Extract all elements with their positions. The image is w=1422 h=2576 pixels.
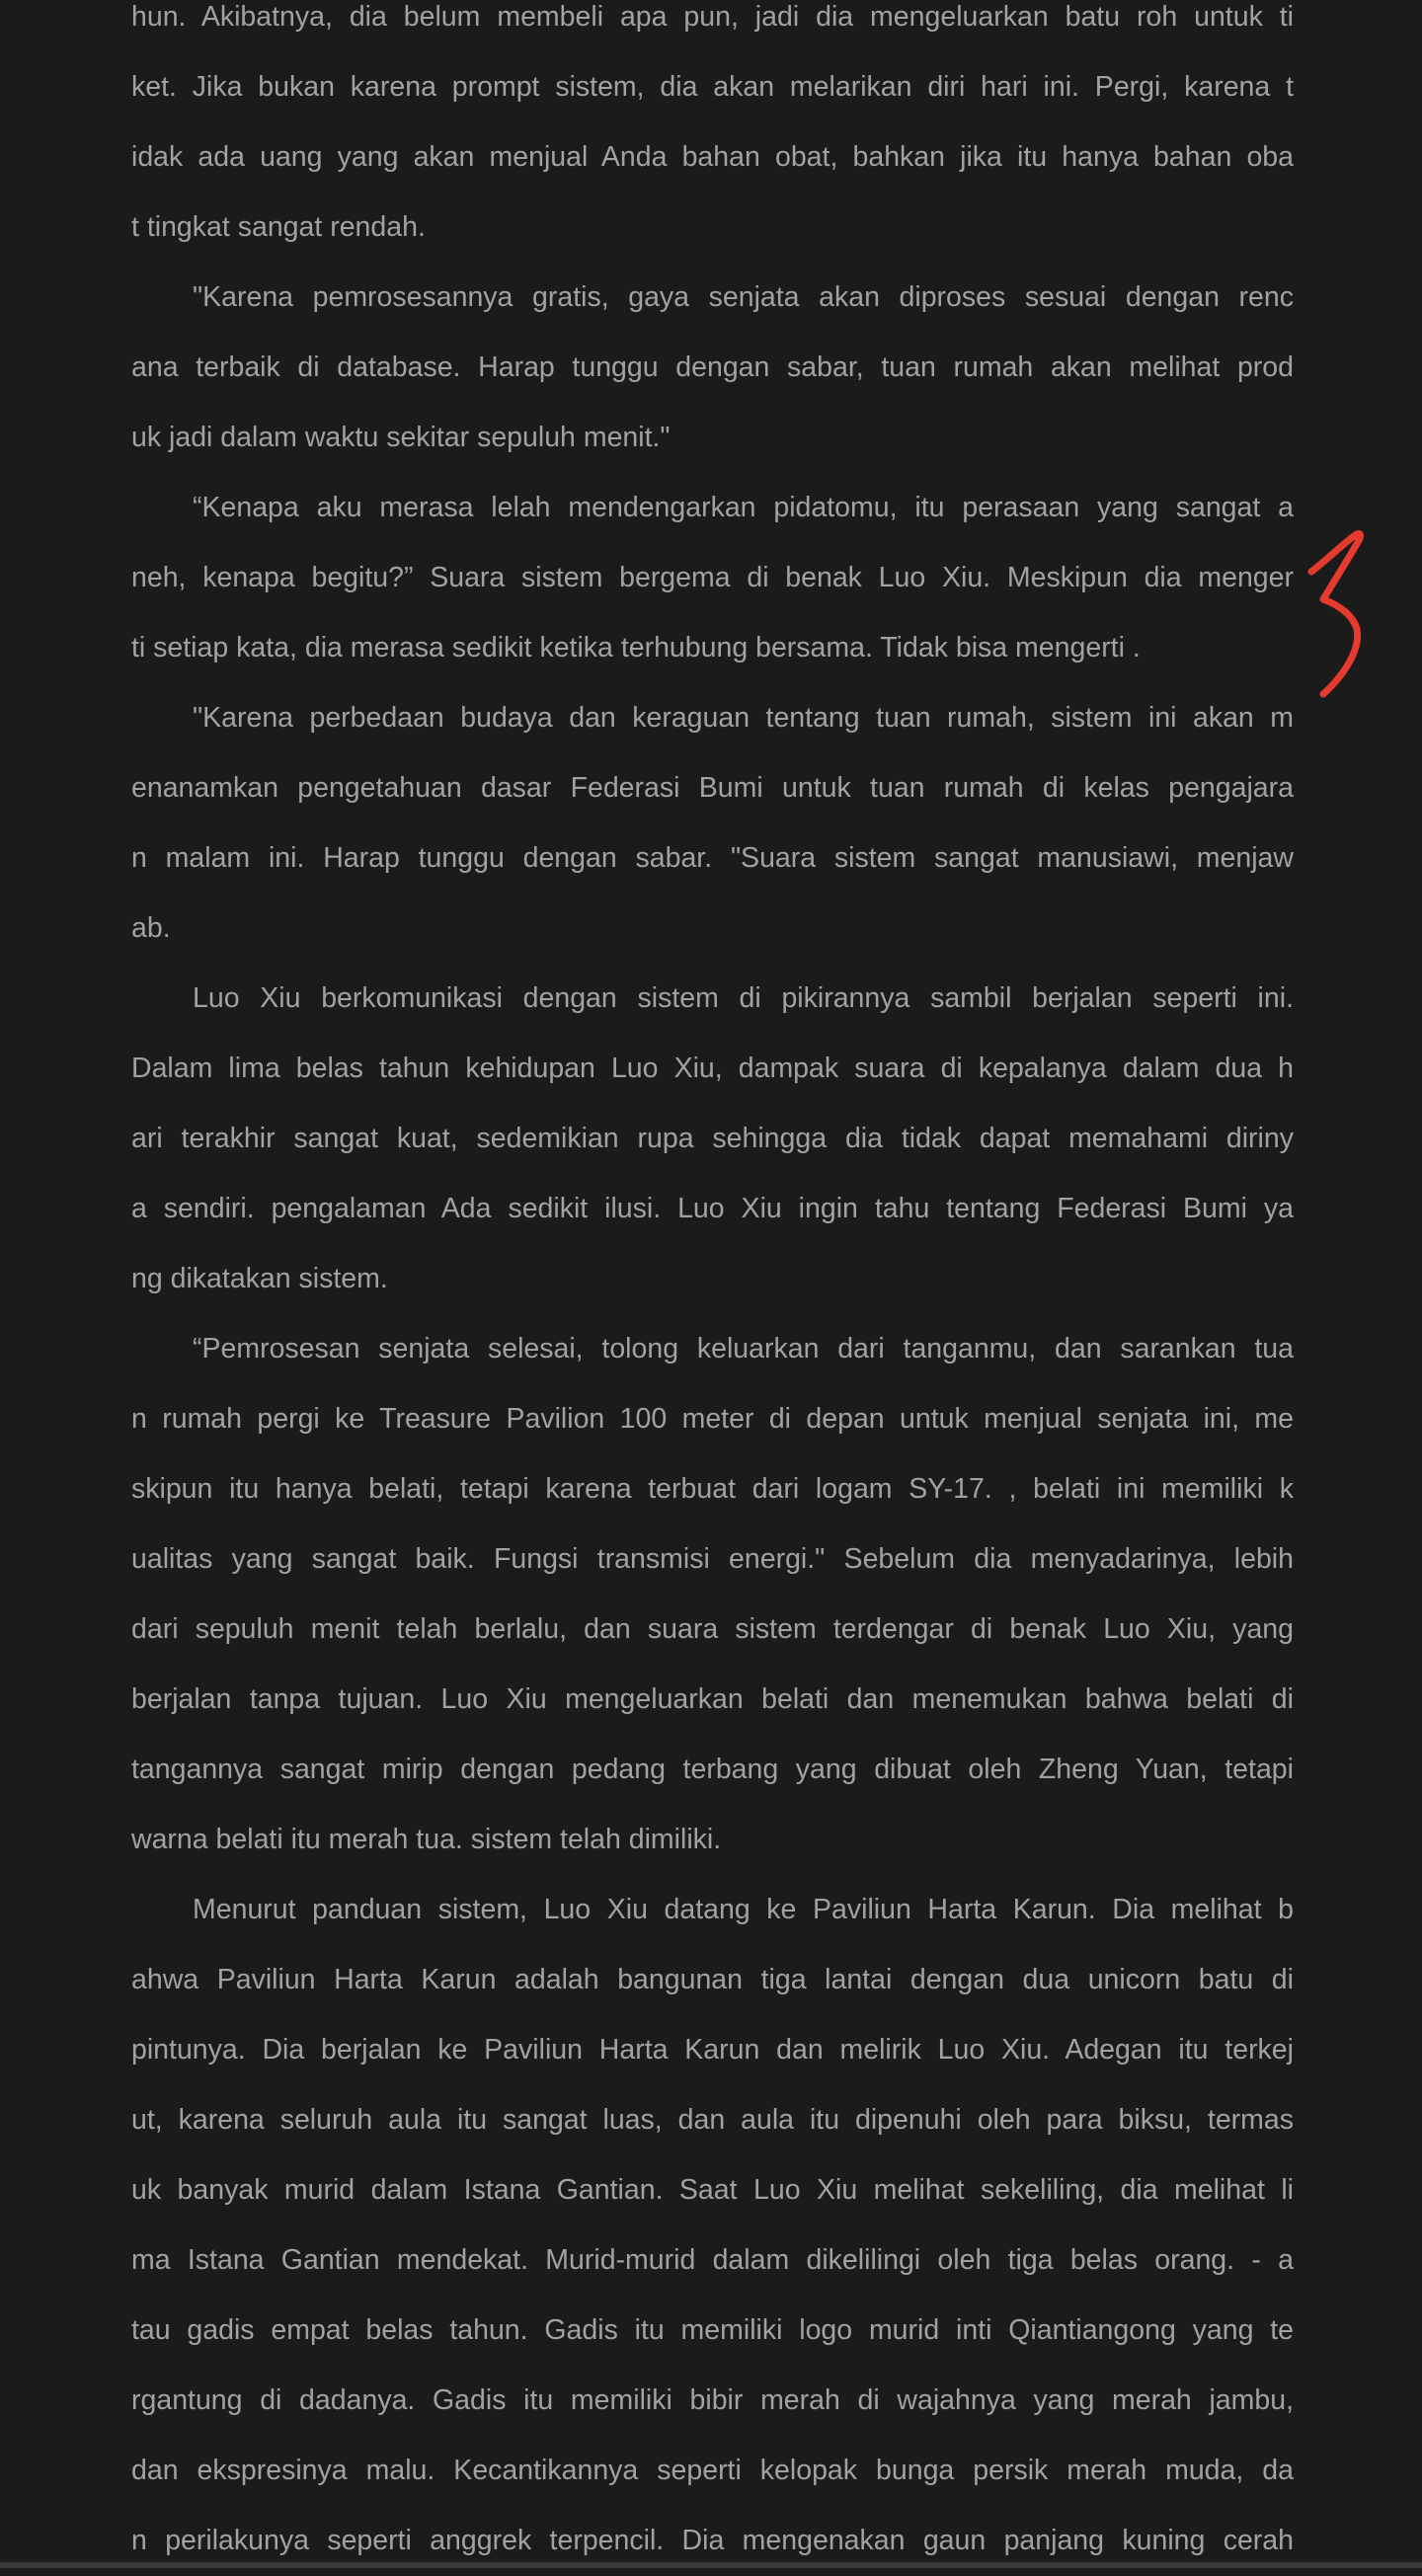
text-line: ab.: [131, 912, 171, 944]
paragraph-6: [131, 1314, 1294, 1875]
text-line: neh, kenapa begitu?” Suara sistem bergema di benak Luo Xiu. Meskipun dia menger: [131, 562, 1294, 593]
text-line: n rumah pergi ke Treasure Pavilion 100 meter di depan untuk menjual senjata ini, me: [131, 1403, 1294, 1435]
text-line: rgantung di dadanya. Gadis itu memiliki bibir merah di wajahnya yang merah jambu,: [131, 2384, 1294, 2416]
text-line: pintunya. Dia berjalan ke Paviliun Harta Karun dan melirik Luo Xiu. Adegan itu terkej: [131, 2034, 1294, 2066]
text-line: n malam ini. Harap tunggu dengan sabar. "Suara sistem sangat manusiawi, menjaw: [131, 842, 1294, 874]
text-line: idak ada uang yang akan menjual Anda bahan obat, bahkan jika itu hanya bahan oba: [131, 141, 1294, 173]
text-line: “Kenapa aku merasa lelah mendengarkan pidatomu, itu perasaan yang sangat a: [193, 492, 1294, 523]
paragraph-1: [131, 0, 1294, 263]
text-line: berjalan tanpa tujuan. Luo Xiu mengeluarkan belati dan menemukan bahwa belati di: [131, 1683, 1294, 1715]
article-body: [131, 0, 1294, 2576]
text-line: ma Istana Gantian mendekat. Murid-murid dalam dikelilingi oleh tiga belas orang. - a: [131, 2244, 1294, 2276]
handwritten-three-annotation: [1302, 528, 1381, 701]
text-line: dari sepuluh menit telah berlalu, dan suara sistem terdengar di benak Luo Xiu, yang: [131, 1613, 1294, 1645]
text-line: hun. Akibatnya, dia belum membeli apa pun, jadi dia mengeluarkan batu roh untuk ti: [131, 1, 1294, 33]
text-line: n perilakunya seperti anggrek terpencil. Dia mengenakan gaun panjang kuning cerah: [131, 2525, 1294, 2556]
text-line: Dalam lima belas tahun kehidupan Luo Xiu, dampak suara di kepalanya dalam dua h: [131, 1053, 1294, 1084]
paragraph-7: [131, 1875, 1294, 2576]
text-line: uk jadi dalam waktu sekitar sepuluh menit.": [131, 422, 671, 453]
text-line: ng dikatakan sistem.: [131, 1263, 388, 1294]
handwritten-three-stroke: [1311, 533, 1361, 694]
text-line: ti setiap kata, dia merasa sedikit ketika terhubung bersama. Tidak bisa mengerti .: [131, 632, 1141, 664]
text-line: ana terbaik di database. Harap tunggu dengan sabar, tuan rumah akan melihat prod: [131, 351, 1294, 383]
text-line: tau gadis empat belas tahun. Gadis itu memiliki logo murid inti Qiantiangong yang te: [131, 2314, 1294, 2346]
paragraph-3: [131, 473, 1294, 683]
text-line: skipun itu hanya belati, tetapi karena terbuat dari logam SY-17. , belati ini memiliki k: [131, 1473, 1294, 1505]
text-line: ualitas yang sangat baik. Fungsi transmisi energi." Sebelum dia menyadarinya, lebih: [131, 1543, 1294, 1575]
text-line: "Karena pemrosesannya gratis, gaya senjata akan diproses sesuai dengan renc: [193, 281, 1294, 313]
text-line: Menurut panduan sistem, Luo Xiu datang ke Paviliun Harta Karun. Dia melihat b: [193, 1894, 1294, 1925]
text-line: “Pemrosesan senjata selesai, tolong keluarkan dari tanganmu, dan sarankan tua: [193, 1333, 1294, 1365]
text-line: warna belati itu merah tua. sistem telah dimiliki.: [131, 1824, 722, 1855]
text-line: ket. Jika bukan karena prompt sistem, dia akan melarikan diri hari ini. Pergi, karena t: [131, 71, 1294, 103]
text-line: ari terakhir sangat kuat, sedemikian rupa sehingga dia tidak dapat memahami diriny: [131, 1123, 1294, 1154]
text-line: tangannya sangat mirip dengan pedang terbang yang dibuat oleh Zheng Yuan, tetapi: [131, 1754, 1294, 1785]
text-line: ahwa Paviliun Harta Karun adalah bangunan tiga lantai dengan dua unicorn batu di: [131, 1964, 1294, 1995]
text-line: a sendiri. pengalaman Ada sedikit ilusi. Luo Xiu ingin tahu tentang Federasi Bumi ya: [131, 1193, 1294, 1224]
paragraph-5: [131, 964, 1294, 1314]
text-line: Luo Xiu berkomunikasi dengan sistem di pikirannya sambil berjalan seperti ini.: [193, 982, 1294, 1014]
text-line: enanamkan pengetahuan dasar Federasi Bumi untuk tuan rumah di kelas pengajara: [131, 772, 1294, 804]
paragraph-2: [131, 263, 1294, 473]
text-line: dan ekspresinya malu. Kecantikannya seperti kelopak bunga persik merah muda, da: [131, 2455, 1294, 2486]
bottom-edge-divider: [0, 2562, 1422, 2568]
text-line: t tingkat sangat rendah.: [131, 211, 426, 243]
text-line: ut, karena seluruh aula itu sangat luas, dan aula itu dipenuhi oleh para biksu, termas: [131, 2104, 1294, 2136]
text-line: uk banyak murid dalam Istana Gantian. Saat Luo Xiu melihat sekeliling, dia melihat li: [131, 2174, 1294, 2206]
paragraph-4: [131, 683, 1294, 964]
text-line: "Karena perbedaan budaya dan keraguan tentang tuan rumah, sistem ini akan m: [193, 702, 1294, 734]
